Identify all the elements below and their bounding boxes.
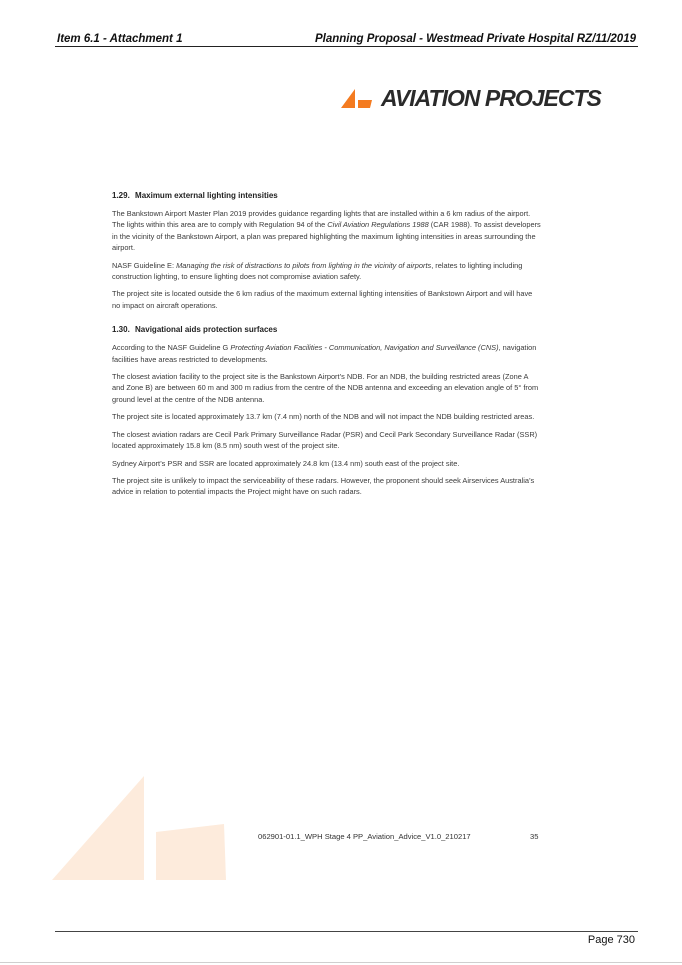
- logo-mark-icon: [341, 86, 375, 110]
- paragraph: The project site is unlikely to impact the serviceability of these radars. However, the proponent should seek Airservices Australia’s advice in relation to potential impacts the Project might have on such radars.: [112, 475, 535, 497]
- section-title: Navigational aids protection surfaces: [135, 325, 278, 335]
- logo-text: AVIATION PROJECTS: [381, 84, 601, 111]
- paragraph: The Bankstown Airport Master Plan 2019 provides guidance regarding lights that are installed within a 6 km radius of the airport. The lights within this area are to comply with Regulation 94 of the Civil Aviation Regulations 1988 (CAR 1988). To assist developers in the vicinity of the Bankstown Airport, a plan was prepared highlighting the maximum lighting intensities in areas surrounding the airport.: [112, 209, 541, 253]
- paragraph: The project site is located approximately 13.7 km (7.4 nm) north of the NDB and will not impact the NDB building restricted areas.: [112, 412, 535, 422]
- header-item-label: Item 6.1 - Attachment 1: [57, 33, 183, 45]
- logo-watermark-icon: [52, 776, 228, 880]
- paragraph: NASF Guideline E: Managing the risk of distractions to pilots from lighting in the vicinity of airports, relates to lighting including construction lighting, to ensure lighting does not compromise aviation safety.: [112, 260, 523, 282]
- paragraph: The closest aviation radars are Cecil Park Primary Surveillance Radar (PSR) and Cecil Park Secondary Surveillance Radar (SSR) located approximately 15.8 km (8.5 nm) south west of the project site.: [112, 429, 538, 451]
- section-heading: [112, 324, 542, 335]
- paragraph: The closest aviation facility to the project site is the Bankstown Airport’s NDB. For an NDB, the building restricted areas (Zone A and Zone B) are between 60 m and 300 m radius from the centre of the NDB antenna and exceeding an elevation angle of 5° from ground level at the centre of the NDB antenna.: [112, 372, 539, 404]
- aviation-projects-logo: [341, 84, 601, 112]
- section-title: Maximum external lighting intensities: [135, 191, 278, 200]
- section-number: 1.29.: [112, 191, 130, 200]
- section-heading: [112, 190, 542, 201]
- footer-document-reference: 062901-01.1_WPH Stage 4 PP_Aviation_Advice_V1.0_210217: [258, 832, 471, 841]
- footer-rule: [55, 931, 638, 932]
- section-number: 1.30.: [112, 325, 130, 335]
- page-separator: [0, 962, 682, 963]
- paragraph: Sydney Airport’s PSR and SSR are located approximately 24.8 km (13.4 nm) south east of the project site.: [112, 458, 460, 468]
- footer-page-number: 35: [530, 832, 539, 841]
- header-document-title: Planning Proposal - Westmead Private Hospital RZ/11/2019: [314, 33, 636, 45]
- paragraph: According to the NASF Guideline G Protecting Aviation Facilities - Communication, Navigation and Surveillance (CNS), navigation facilities have areas restricted to developments.: [112, 343, 537, 364]
- paragraph: The project site is located outside the 6 km radius of the maximum external lighting intensities of Bankstown Airport and will have no impact on aircraft operations.: [112, 289, 533, 310]
- header-rule: [55, 46, 638, 47]
- document-body: [112, 190, 542, 504]
- page-label: Page 730: [587, 934, 635, 946]
